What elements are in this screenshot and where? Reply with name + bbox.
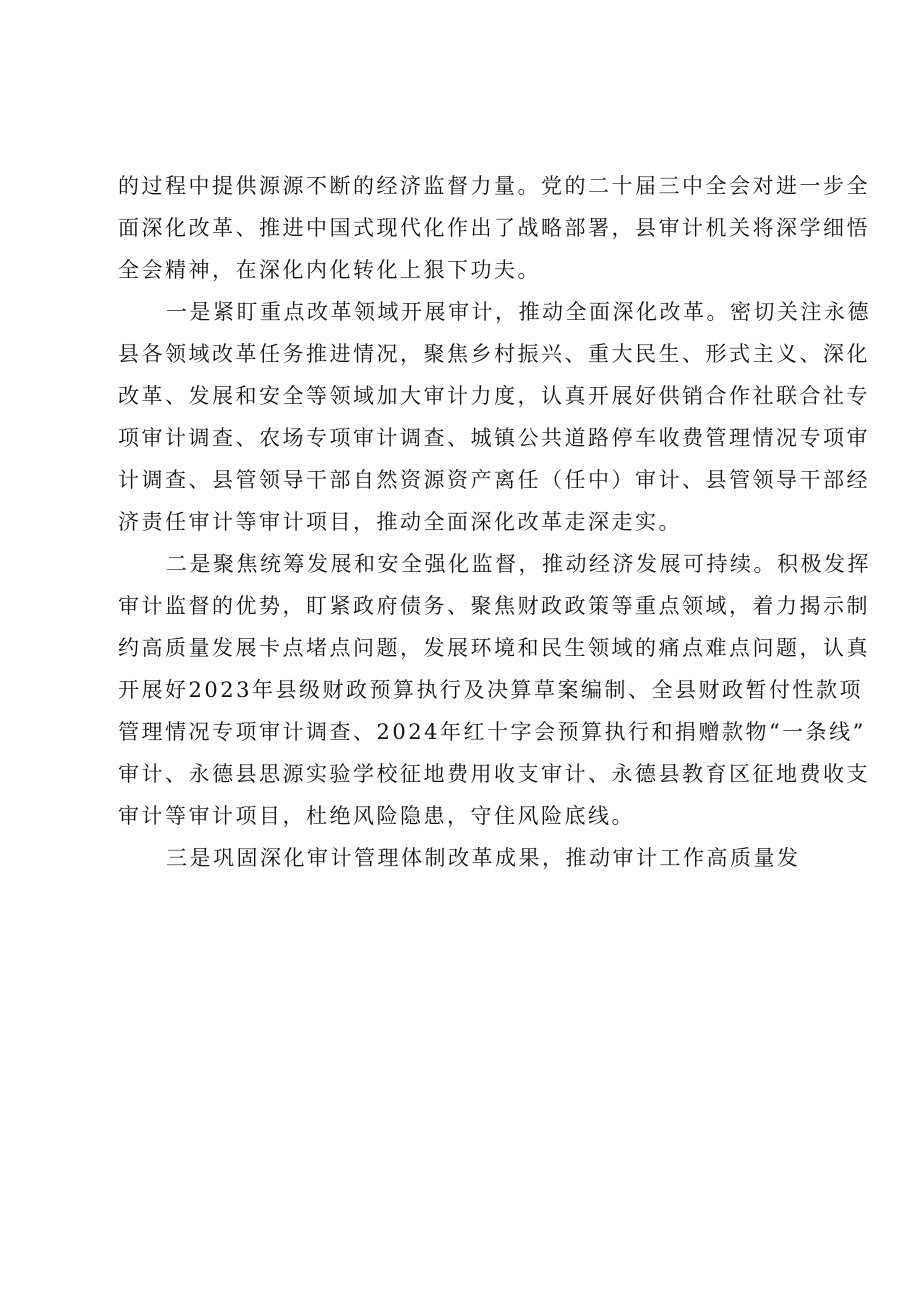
text-line: 管理情况专项审计调查、2024年红十字会预算执行和捐赠款物“一条线”	[118, 720, 866, 744]
text-line: 审计监督的优势，盯紧政府债务、聚焦财政政策等重点领域，着力揭示制	[118, 594, 870, 618]
text-line: 全会精神，在深化内化转化上狠下功夫。	[118, 258, 541, 282]
text-line: 计调查、县管领导干部自然资源资产离任（任中）审计、县管领导干部经	[118, 468, 870, 492]
text-line: 开展好2023年县级财政预算执行及决算草案编制、全县财政暂付性款项	[118, 678, 863, 702]
text-line: 济责任审计等审计项目，推动全面深化改革走深走实。	[118, 510, 682, 534]
paragraph-4	[118, 837, 853, 879]
body-text	[118, 165, 871, 879]
text-line: 的过程中提供源源不断的经济监督力量。党的二十届三中全会对进一步全	[118, 174, 870, 198]
text-line: 三是巩固深化审计管理体制改革成果，推动审计工作高质量发	[166, 846, 801, 870]
paragraph-2	[118, 291, 871, 543]
text-line: 面深化改革、推进中国式现代化作出了战略部署，县审计机关将深学细悟	[118, 216, 870, 240]
text-line: 一是紧盯重点改革领域开展审计，推动全面深化改革。密切关注永德	[166, 300, 871, 324]
text-line: 审计等审计项目，杜绝风险隐患，守住风险底线。	[118, 804, 635, 828]
paragraph-1	[118, 165, 870, 291]
text-line: 项审计调查、农场专项审计调查、城镇公共道路停车收费管理情况专项审	[118, 426, 870, 450]
text-line: 改革、发展和安全等领域加大审计力度，认真开展好供销合作社联合社专	[118, 384, 870, 408]
text-line: 县各领域改革任务推进情况，聚焦乡村振兴、重大民生、形式主义、深化	[118, 342, 870, 366]
text-line: 二是聚焦统筹发展和安全强化监督，推动经济发展可持续。积极发挥	[166, 552, 871, 576]
text-line: 审计、永德县思源实验学校征地费用收支审计、永德县教育区征地费收支	[118, 762, 870, 786]
paragraph-3	[118, 543, 871, 837]
text-line: 约高质量发展卡点堵点问题，发展环境和民生领域的痛点难点问题，认真	[118, 636, 870, 660]
